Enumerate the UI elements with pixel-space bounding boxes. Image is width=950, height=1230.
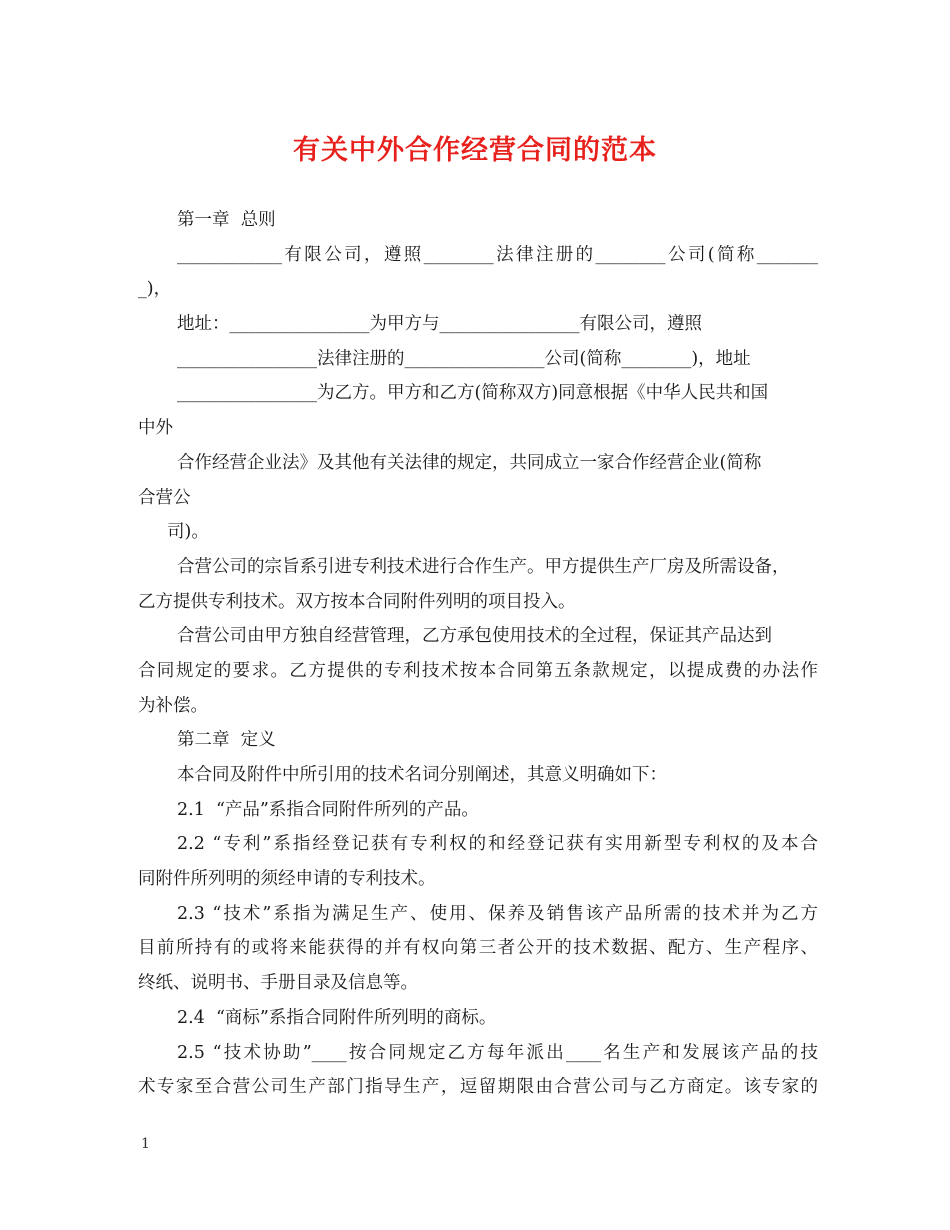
document-line: 终纸、说明书、手册目录及信息等。 xyxy=(138,973,418,994)
document-line: ________________法律注册的________________公司(简称________)，地址 xyxy=(177,348,751,369)
document-line: 合营公司由甲方独自经营管理，乙方承包使用技术的全过程，保证其产品达到 xyxy=(177,626,772,647)
document-line: 合营公司的宗旨系引进专利技术进行合作生产。甲方提供生产厂房及所需设备， xyxy=(177,556,790,577)
document-body xyxy=(138,203,818,1105)
document-line: 同附件所列明的须经申请的专利技术。 xyxy=(138,869,436,890)
document-line: 合作经营企业法》及其他有关法律的规定，共同成立一家合作经营企业(简称 xyxy=(177,452,762,473)
document-line: 第二章 定义 xyxy=(177,730,276,751)
document-line: 2.5 “技术协助”____按合同规定乙方每年派出____名生产和发展该产品的技 xyxy=(177,1042,818,1063)
document-line: 本合同及附件中所引用的技术名词分别阐述，其意义明确如下： xyxy=(177,765,667,785)
document-line: 为补偿。 xyxy=(138,695,208,716)
document-line: 合营公 xyxy=(138,487,191,508)
document-line: 2.1 “产品”系指合同附件所列的产品。 xyxy=(177,799,479,820)
document-line: ____________有限公司，遵照________法律注册的________公司(简称_______ xyxy=(177,244,818,265)
document-line: 中外 xyxy=(138,418,173,439)
document-line: 目前所持有的或将来能获得的并有权向第三者公开的技术数据、配方、生产程序、 xyxy=(138,938,818,959)
document-line: _)， xyxy=(138,279,172,300)
document-line: 2.2 “专利”系指经登记获有专利权的和经登记获有实用新型专利权的及本合 xyxy=(177,834,818,855)
document-title: 有关中外合作经营合同的范本 xyxy=(293,135,657,166)
document-line: 第一章 总则 xyxy=(177,210,276,230)
document-line: 乙方提供专利技术。双方按本合同附件列明的项目投入。 xyxy=(138,591,576,612)
page-number: 1 xyxy=(141,1136,150,1152)
document-line: ________________为乙方。甲方和乙方(简称双方)同意根据《中华人民共和国 xyxy=(177,383,769,404)
document-line: 司)。 xyxy=(167,522,209,543)
document-line: 地址：________________为甲方与________________有限公司，遵照 xyxy=(177,314,702,335)
document-line: 合同规定的要求。乙方提供的专利技术按本合同第五条款规定，以提成费的办法作 xyxy=(138,660,818,681)
document-line: 术专家至合营公司生产部门指导生产，逗留期限由合营公司与乙方商定。该专家的 xyxy=(138,1077,818,1098)
document-line: 2.4 “商标”系指合同附件所列明的商标。 xyxy=(177,1007,497,1028)
document-line: 2.3 “技术”系指为满足生产、使用、保养及销售该产品所需的技术并为乙方 xyxy=(177,903,818,924)
